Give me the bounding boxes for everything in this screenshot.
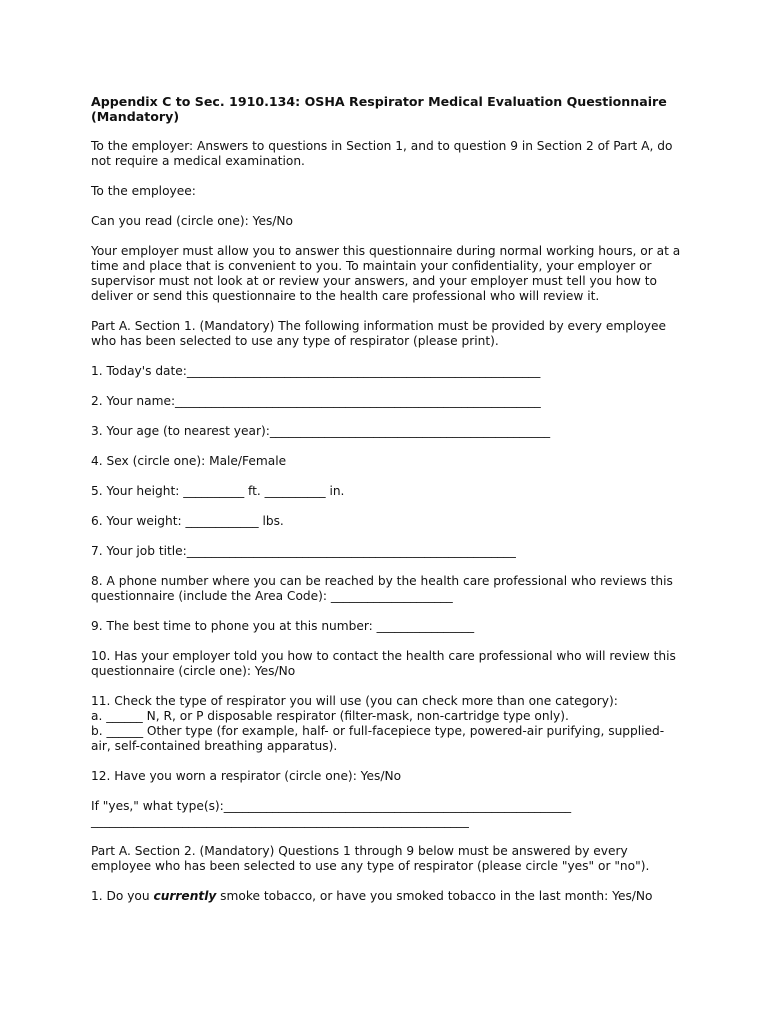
question-height: 5. Your height: __________ ft. __________ in.: [91, 484, 345, 498]
question-worn-respirator: 12. Have you worn a respirator (circle one): Yes/No: [91, 769, 402, 783]
question-smoke-tobacco: [91, 889, 691, 904]
document-title: Appendix C to Sec. 1910.134: OSHA Respirator Medical Evaluation Questionnaire (Mandatory): [91, 94, 667, 124]
employee-heading: To the employee:: [91, 184, 196, 198]
currently-emphasis: currently: [153, 889, 217, 903]
section1-intro: Part A. Section 1. (Mandatory) The following information must be provided by every employee who has been selected to use any type of respirator (please print).: [91, 319, 667, 348]
question-best-time: 9. The best time to phone you at this number: ________________: [91, 619, 475, 633]
question-weight: 6. Your weight: ____________ lbs.: [91, 514, 284, 528]
smoke-question-prefix: 1. Do you: [91, 889, 154, 903]
can-read-question: Can you read (circle one): Yes/No: [91, 214, 293, 228]
question-respirator-type: 11. Check the type of respirator you will use (you can check more than one category): a. ______ N, R, or P disposable respirator (filter-mask, non-cartridge type only). b. ______ Other type (for example, half- or full-facepiece type, powered-air purifying, supplied- air, self-contained breathing apparatus).: [91, 694, 665, 753]
section2-intro: Part A. Section 2. (Mandatory) Questions 1 through 9 below must be answered by every employee who has been selected to use any type of respirator (please circle "yes" or "no").: [91, 844, 650, 873]
question-respirator-types: If "yes," what type(s):_________________________________________________________ ______________________________________________________________: [91, 799, 572, 828]
question-phone: 8. A phone number where you can be reached by the health care professional who reviews this questionnaire (include the Area Code): ____________________: [91, 574, 673, 603]
question-age: 3. Your age (to nearest year):______________________________________________: [91, 424, 551, 438]
question-contact: 10. Has your employer told you how to contact the health care professional who will review this questionnaire (circle one): Yes/No: [91, 649, 676, 678]
employer-note: To the employer: Answers to questions in Section 1, and to question 9 in Section 2 of Part A, do not require a medical examination.: [91, 139, 673, 168]
question-sex: 4. Sex (circle one): Male/Female: [91, 454, 287, 468]
question-job-title: 7. Your job title:______________________________________________________: [91, 544, 516, 558]
question-name: 2. Your name:____________________________________________________________: [91, 394, 541, 408]
question-todays-date: 1. Today's date:__________________________________________________________: [91, 364, 541, 378]
allow-paragraph: Your employer must allow you to answer this questionnaire during normal working hours, or at a time and place that is convenient to you. To maintain your confidentiality, your employer or supervisor must not look at or review your answers, and your employer must tell you how to deliver or send this questionnaire to the health care professional who will review it.: [91, 244, 681, 303]
questionnaire-document: [91, 94, 691, 904]
smoke-question-suffix: smoke tobacco, or have you smoked tobacco in the last month: Yes/No: [216, 889, 653, 903]
